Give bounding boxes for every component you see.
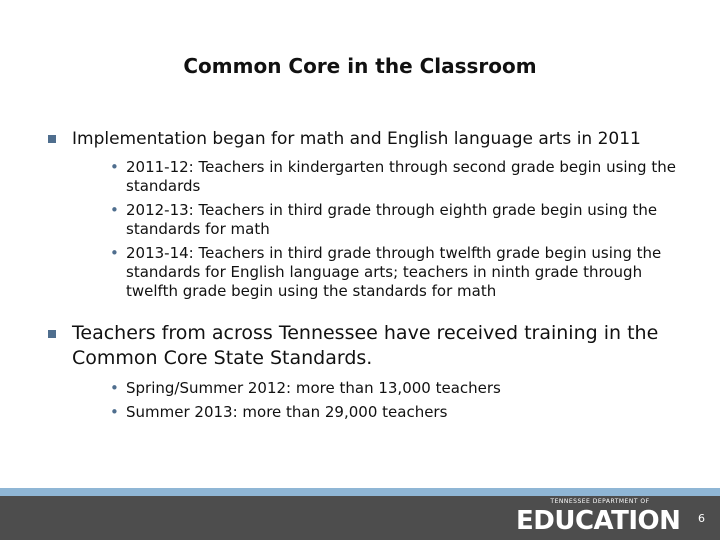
logo-subtitle: TENNESSEE DEPARTMENT OF — [550, 498, 650, 505]
sub-bullet — [72, 201, 688, 239]
sub-bullet-text: 2012-13: Teachers in third grade through eighth grade begin using the standards for math — [126, 201, 658, 238]
dot-bullet-icon: • — [110, 379, 119, 397]
sub-bullet-text: 2013-14: Teachers in third grade through twelfth grade begin using the standards for English language arts; teachers in ninth grade through twelfth grade begin using the standards for math — [126, 244, 662, 300]
slide-title: Common Core in the Classroom — [183, 54, 537, 78]
square-bullet-icon — [48, 135, 56, 143]
education-logo: EDUCATION — [516, 506, 681, 536]
sub-bullet — [72, 244, 688, 301]
dot-bullet-icon: • — [110, 244, 119, 262]
sub-bullet-text: 2011-12: Teachers in kindergarten through second grade begin using the standards — [126, 158, 676, 195]
sub-bullet-list — [72, 379, 688, 422]
bullet-teacher-training — [48, 321, 688, 422]
bullet-text: Teachers from across Tennessee have received training in the Common Core State Standards. — [72, 322, 659, 369]
sub-bullet-list — [72, 158, 688, 301]
bullet-text: Implementation began for math and English language arts in 2011 — [72, 129, 641, 149]
bullet-implementation — [48, 128, 688, 301]
square-bullet-icon — [48, 330, 56, 338]
page-number: 6 — [698, 512, 705, 525]
footer-accent-strip — [0, 488, 720, 496]
sub-bullet-text: Summer 2013: more than 29,000 teachers — [126, 403, 448, 421]
sub-bullet — [72, 403, 688, 422]
dot-bullet-icon: • — [110, 158, 119, 176]
sub-bullet — [72, 379, 688, 398]
sub-bullet-text: Spring/Summer 2012: more than 13,000 teachers — [126, 379, 501, 397]
slide-content — [48, 128, 688, 427]
dot-bullet-icon: • — [110, 201, 119, 219]
sub-bullet — [72, 158, 688, 196]
dot-bullet-icon: • — [110, 403, 119, 421]
